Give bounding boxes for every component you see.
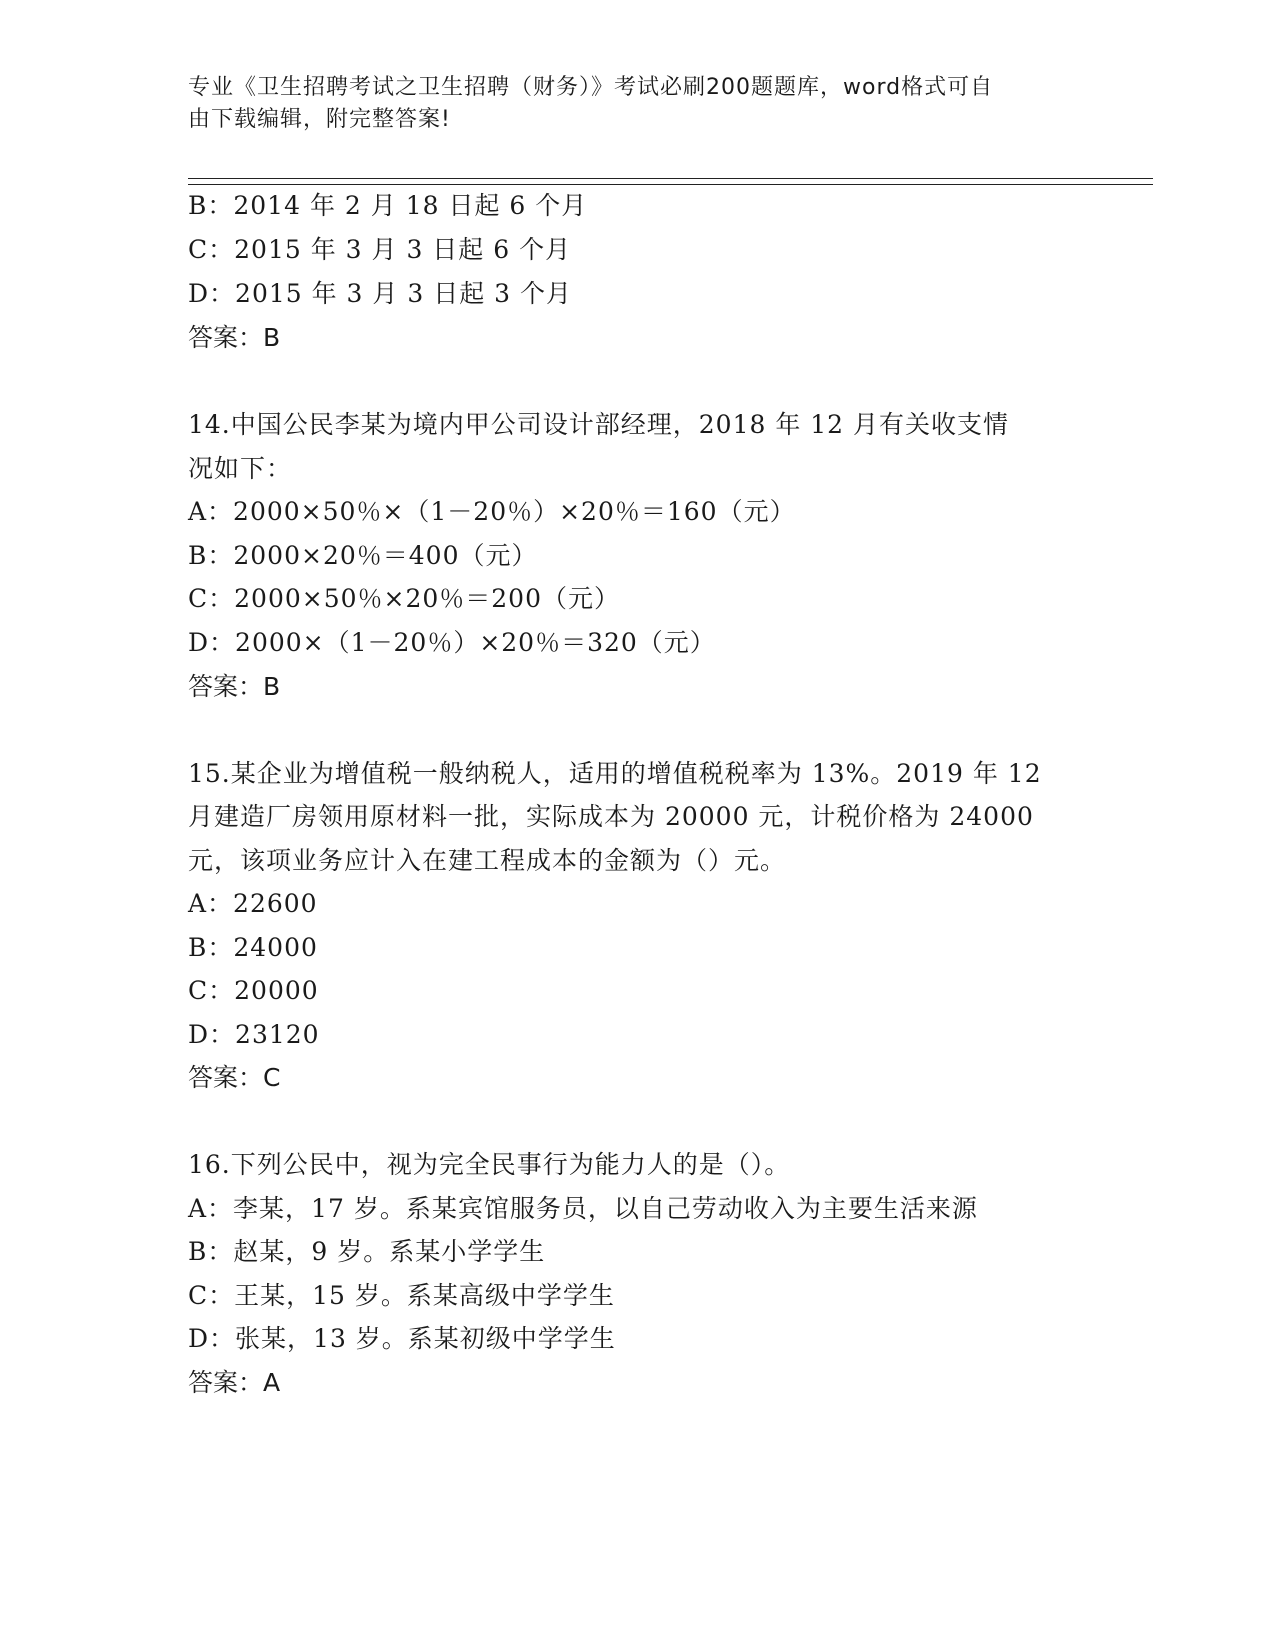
q13-option-c: C：2015 年 3 月 3 日起 6 个月 bbox=[188, 235, 572, 264]
q14-option-c: C：2000×50％×20％＝200（元） bbox=[188, 584, 620, 613]
header-rule-bottom bbox=[188, 184, 1153, 185]
q15-option-c: C：20000 bbox=[188, 976, 319, 1005]
q15-stem-line-2: 月建造厂房领用原材料一批，实际成本为 20000 元，计税价格为 24000 bbox=[188, 802, 1034, 831]
q14-option-b: B：2000×20％＝400（元） bbox=[188, 541, 538, 570]
q15-option-b: B：24000 bbox=[188, 933, 318, 962]
q16-option-a: A：李某，17 岁。系某宾馆服务员，以自己劳动收入为主要生活来源 bbox=[188, 1194, 978, 1223]
q15-answer: 答案：C bbox=[188, 1063, 281, 1092]
q14-stem-line-1: 14.中国公民李某为境内甲公司设计部经理，2018 年 12 月有关收支情 bbox=[188, 410, 1010, 439]
q13-answer: 答案：B bbox=[188, 323, 281, 352]
header-title-line-2: 由下载编辑，附完整答案! bbox=[188, 107, 451, 132]
q13-option-b: B：2014 年 2 月 18 日起 6 个月 bbox=[188, 191, 588, 220]
q16-answer: 答案：A bbox=[188, 1368, 281, 1397]
q16-option-d: D：张某，13 岁。系某初级中学学生 bbox=[188, 1324, 616, 1353]
q15-option-d: D：23120 bbox=[188, 1020, 320, 1049]
q15-stem-line-3: 元，该项业务应计入在建工程成本的金额为（）元。 bbox=[188, 846, 787, 875]
q15-option-a: A：22600 bbox=[188, 889, 318, 918]
q16-option-c: C：王某，15 岁。系某高级中学学生 bbox=[188, 1281, 615, 1310]
header-rule-top bbox=[188, 178, 1153, 179]
q14-option-d: D：2000×（1－20％）×20％＝320（元） bbox=[188, 628, 716, 657]
q14-stem-line-2: 况如下： bbox=[188, 454, 293, 483]
q15-stem-line-1: 15.某企业为增值税一般纳税人，适用的增值税税率为 13%。2019 年 12 bbox=[188, 759, 1042, 788]
q14-option-a: A：2000×50％×（1－20％）×20％＝160（元） bbox=[188, 497, 796, 526]
q16-stem-line-1: 16.下列公民中，视为完全民事行为能力人的是（）。 bbox=[188, 1150, 791, 1179]
q14-answer: 答案：B bbox=[188, 672, 281, 701]
q16-option-b: B：赵某，9 岁。系某小学学生 bbox=[188, 1237, 546, 1266]
document-header bbox=[188, 72, 1068, 136]
q13-option-d: D：2015 年 3 月 3 日起 3 个月 bbox=[188, 279, 573, 308]
header-title-line-1: 专业《卫生招聘考试之卫生招聘（财务）》考试必刷200题题库，word格式可自 bbox=[188, 75, 994, 100]
